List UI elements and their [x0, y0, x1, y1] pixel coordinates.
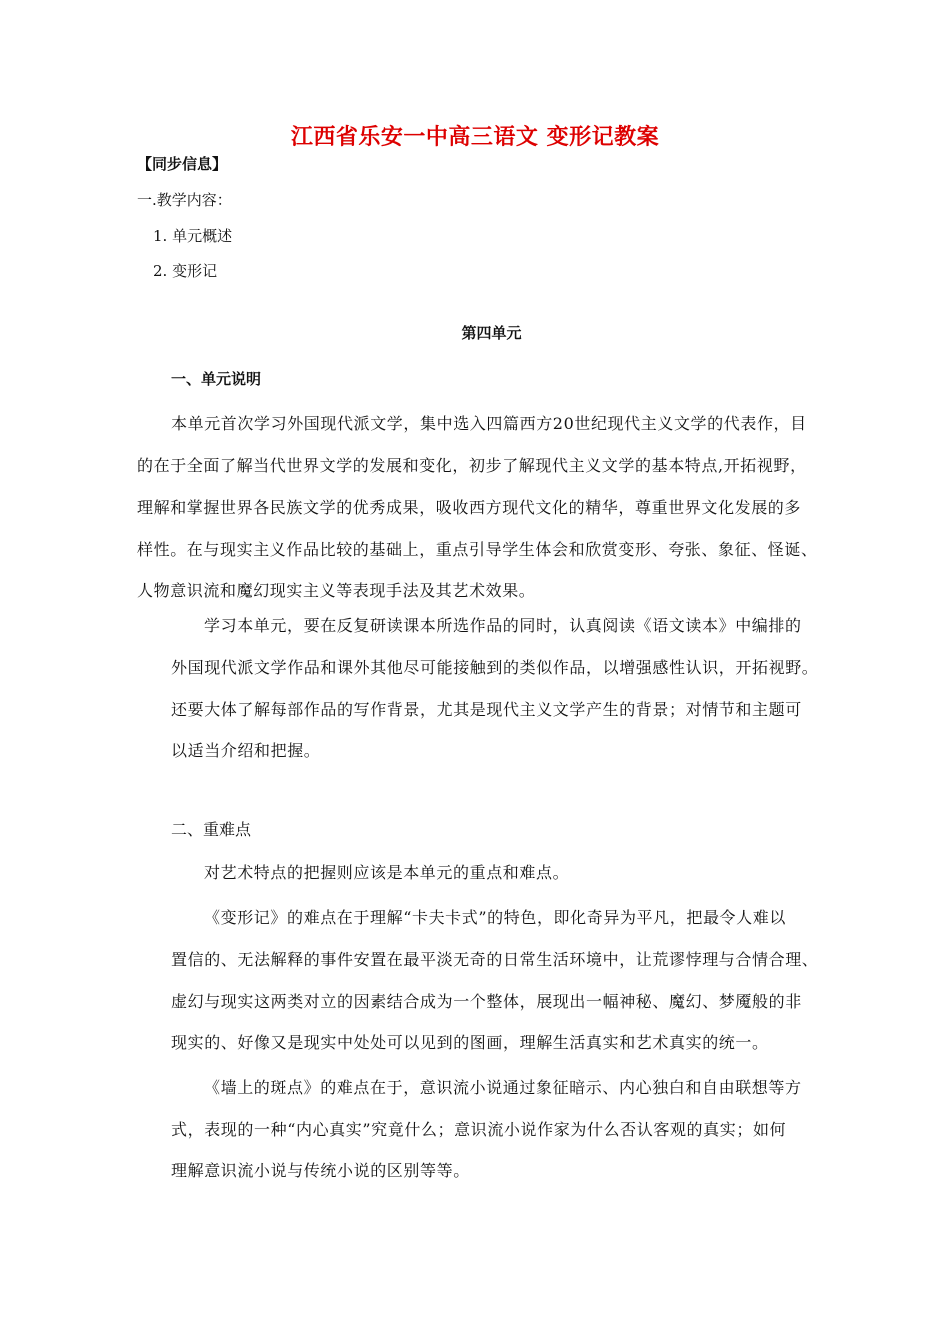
paragraph-line: 现实的、好像又是现实中处处可以见到的图画，理解生活真实和艺术真实的统一。 — [171, 1033, 769, 1052]
paragraph-line: 的在于全面了解当代世界文学的发展和变化，初步了解现代主义文学的基本特点,开拓视野， — [137, 456, 807, 475]
section-heading: 二、重难点 — [171, 820, 252, 839]
paragraph-line: 《墙上的斑点》的难点在于，意识流小说通过象征暗示、内心独白和自由联想等方 — [204, 1078, 802, 1097]
paragraph-line: 《变形记》的难点在于理解“卡夫卡式”的特色，即化奇异为平凡，把最令人难以 — [204, 908, 786, 927]
paragraph-line: 以适当介绍和把握。 — [171, 741, 321, 760]
paragraph-line: 人物意识流和魔幻现实主义等表现手法及其艺术效果。 — [137, 581, 536, 600]
section-heading: 一、单元说明 — [171, 370, 262, 388]
paragraph-line: 式，表现的一种“内心真实”究竟什么；意识流小说作家为什么否认客观的真实；如何 — [171, 1120, 787, 1139]
paragraph-line: 理解意识流小说与传统小说的区别等等。 — [171, 1161, 470, 1180]
teaching-content-label: 一.教学内容： — [137, 191, 232, 209]
paragraph-line: 对艺术特点的把握则应该是本单元的重点和难点。 — [204, 863, 570, 882]
paragraph-line: 外国现代派文学作品和课外其他尽可能接触到的类似作品，以增强感性认识，开拓视野。 — [171, 658, 819, 677]
paragraph-line: 理解和掌握世界各民族文学的优秀成果，吸收西方现代文化的精华，尊重世界文化发展的多 — [137, 498, 802, 517]
list-item: 2. 变形记 — [153, 262, 218, 280]
paragraph-line: 本单元首次学习外国现代派文学，集中选入四篇西方20世纪现代主义文学的代表作，目 — [171, 414, 807, 433]
list-item: 1. 单元概述 — [153, 227, 233, 245]
document-title: 江西省乐安一中高三语文 变形记教案 — [290, 125, 660, 150]
unit-title: 第四单元 — [461, 324, 522, 342]
paragraph-line: 学习本单元，要在反复研读课本所选作品的同时，认真阅读《语文读本》中编排的 — [204, 616, 802, 635]
paragraph-line: 置信的、无法解释的事件安置在最平淡无奇的日常生活环境中，让荒谬悖理与合情合理、 — [171, 950, 819, 969]
paragraph-line: 样性。在与现实主义作品比较的基础上，重点引导学生体会和欣赏变形、夸张、象征、怪诞、 — [137, 540, 818, 559]
paragraph-line: 还要大体了解每部作品的写作背景，尤其是现代主义文学产生的背景；对情节和主题可 — [171, 700, 802, 719]
paragraph-line: 虚幻与现实这两类对立的因素结合成为一个整体，展现出一幅神秘、魔幻、梦魇般的非 — [171, 992, 802, 1011]
sync-info-header: 【同步信息】 — [137, 155, 228, 173]
